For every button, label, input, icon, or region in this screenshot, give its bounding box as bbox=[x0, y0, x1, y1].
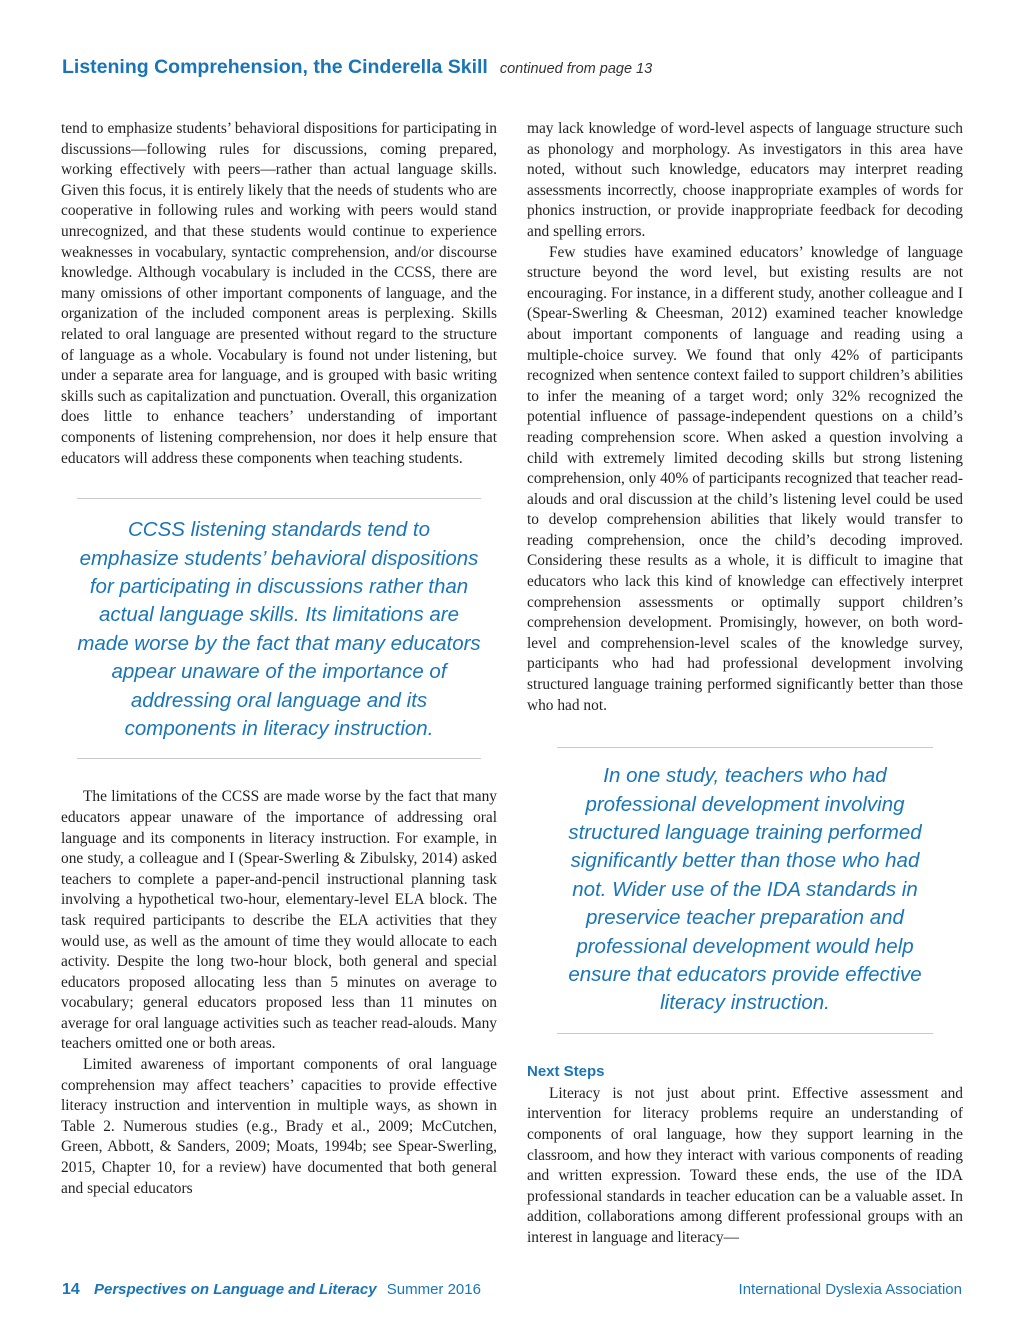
pull-quote: CCSS listening standards tend to emphasize students’ behavioral dispositions for participating in discussions rather than actual language skills. Its limitations are made worse by the fact that many educators appear unaware of the importance of addressing oral language and its components in literacy instruction. bbox=[77, 498, 481, 759]
body-paragraph: Few studies have examined educators’ knowledge of language structure beyond the word level, but existing results are not encouraging. For instance, in a different study, another colleague and I (Spear-Swerling & Cheesman, 2012) examined teacher knowledge about important components of language and reading using a multiple-choice survey. We found that only 42% of participants recognized when sentence context failed to support children’s abilities to infer the meaning of a target word; only 32% recognized the potential influence of passage-independent questions on a child’s reading comprehension score. When asked a question involving a child with extremely limited decoding skills but strong listening comprehension, only 40% of participants recognized that teacher read-alouds and oral discussion at the child’s listening level could be used to develop comprehension abilities that likely would transfer to reading comprehension, once the child’s decoding improved. Considering these results as a whole, it is difficult to imagine that educators who lack this kind of knowledge can effectively interpret comprehension assessments or optimally support children’s comprehension development. Promisingly, however, on both word-level and comprehension-level scales of the knowledge survey, participants who had had professional development involving structured language training performed significantly better than those who had not. bbox=[527, 243, 963, 714]
article-title: Listening Comprehension, the Cinderella Skill bbox=[62, 56, 488, 78]
pull-quote: In one study, teachers who had professional development involving structured language training performed significantly better than those who had not. Wider use of the IDA standards in preservice teacher preparation and professional development would help ensure that educators provide effective literacy instruction. bbox=[557, 747, 933, 1034]
body-paragraph: Limited awareness of important components of oral language comprehension may affect teachers’ capacities to provide effective literacy instruction and intervention in multiple ways, as shown in Table 2. Numerous studies (e.g., Brady et al., 2009; McCutchen, Green, Abbott, & Sanders, 2009; Moats, 1994b; see Spear-Swerling, 2015, Chapter 10, for a review) have documented that both general and special educators bbox=[61, 1056, 497, 1197]
left-column bbox=[61, 119, 497, 1199]
body-paragraph: may lack knowledge of word-level aspects of language structure such as phonology and morphology. As investigators in this area have noted, without such knowledge, educators may interpret reading assessments incorrectly, choose inappropriate examples of words for phonics instruction, or provide inappropriate feedback for decoding and spelling errors. bbox=[527, 120, 963, 240]
page-number: 14 bbox=[62, 1281, 80, 1298]
issue-label: Summer 2016 bbox=[386, 1281, 481, 1298]
body-paragraph: The limitations of the CCSS are made worse by the fact that many educators appear unaware of the importance of addressing oral language and its components in literacy instruction. For example, in one study, a colleague and I (Spear-Swerling & Zibulsky, 2014) asked teachers to complete a paper-and-pencil instructional planning task involving a hypothetical two-hour, elementary-level ELA block. The task required participants to describe the ELA activities that they would use, as well as the amount of time they would allocate to each activity. Despite the long two-hour block, both general and special educators proposed allocating less than 5 minutes on average to vocabulary; general educators proposed less than 11 minutes on average for oral language activities such as teacher read-alouds. Many teachers omitted one or both areas. bbox=[61, 788, 497, 1053]
body-paragraph: tend to emphasize students’ behavioral dispositions for participating in discussions—following rules for discussions, coming prepared, working effectively with peers—rather than actual language skills. Given this focus, it is entirely likely that the needs of students who are cooperative in following rules and working with peers would stand unrecognized, and that these students would continue to experience weaknesses in vocabulary, syntactic comprehension, and/or discourse knowledge. Although vocabulary is included in the CCSS, there are many omissions of other important components of language, and the organization of the included component areas is perplexing. Skills related to oral language are presented without regard to the structure of language as a whole. Vocabulary is found not under listening, but under a separate area for language, and is grouped with basic writing skills such as capitalization and punctuation. Overall, this organization does little to enhance teachers’ understanding of important components of listening comprehension, nor does it help ensure that educators will address these components when teaching students. bbox=[61, 120, 497, 467]
body-paragraph: Literacy is not just about print. Effective assessment and intervention for literacy problems require an understanding of components of oral language, how they support learning in the classroom, and how they interact with various components of reading and written expression. Toward these ends, the use of the IDA professional standards in teacher education can be a valuable asset. In addition, collaborations among different professional groups with an interest in language and literacy— bbox=[527, 1084, 963, 1247]
page-footer bbox=[62, 1281, 962, 1299]
section-heading: Next Steps bbox=[527, 1062, 605, 1080]
continued-note: continued from page 13 bbox=[499, 61, 653, 77]
organization-name: International Dyslexia Association bbox=[738, 1281, 962, 1298]
journal-name: Perspectives on Language and Literacy bbox=[93, 1281, 377, 1298]
page-header bbox=[62, 56, 652, 79]
right-column bbox=[527, 119, 963, 1249]
